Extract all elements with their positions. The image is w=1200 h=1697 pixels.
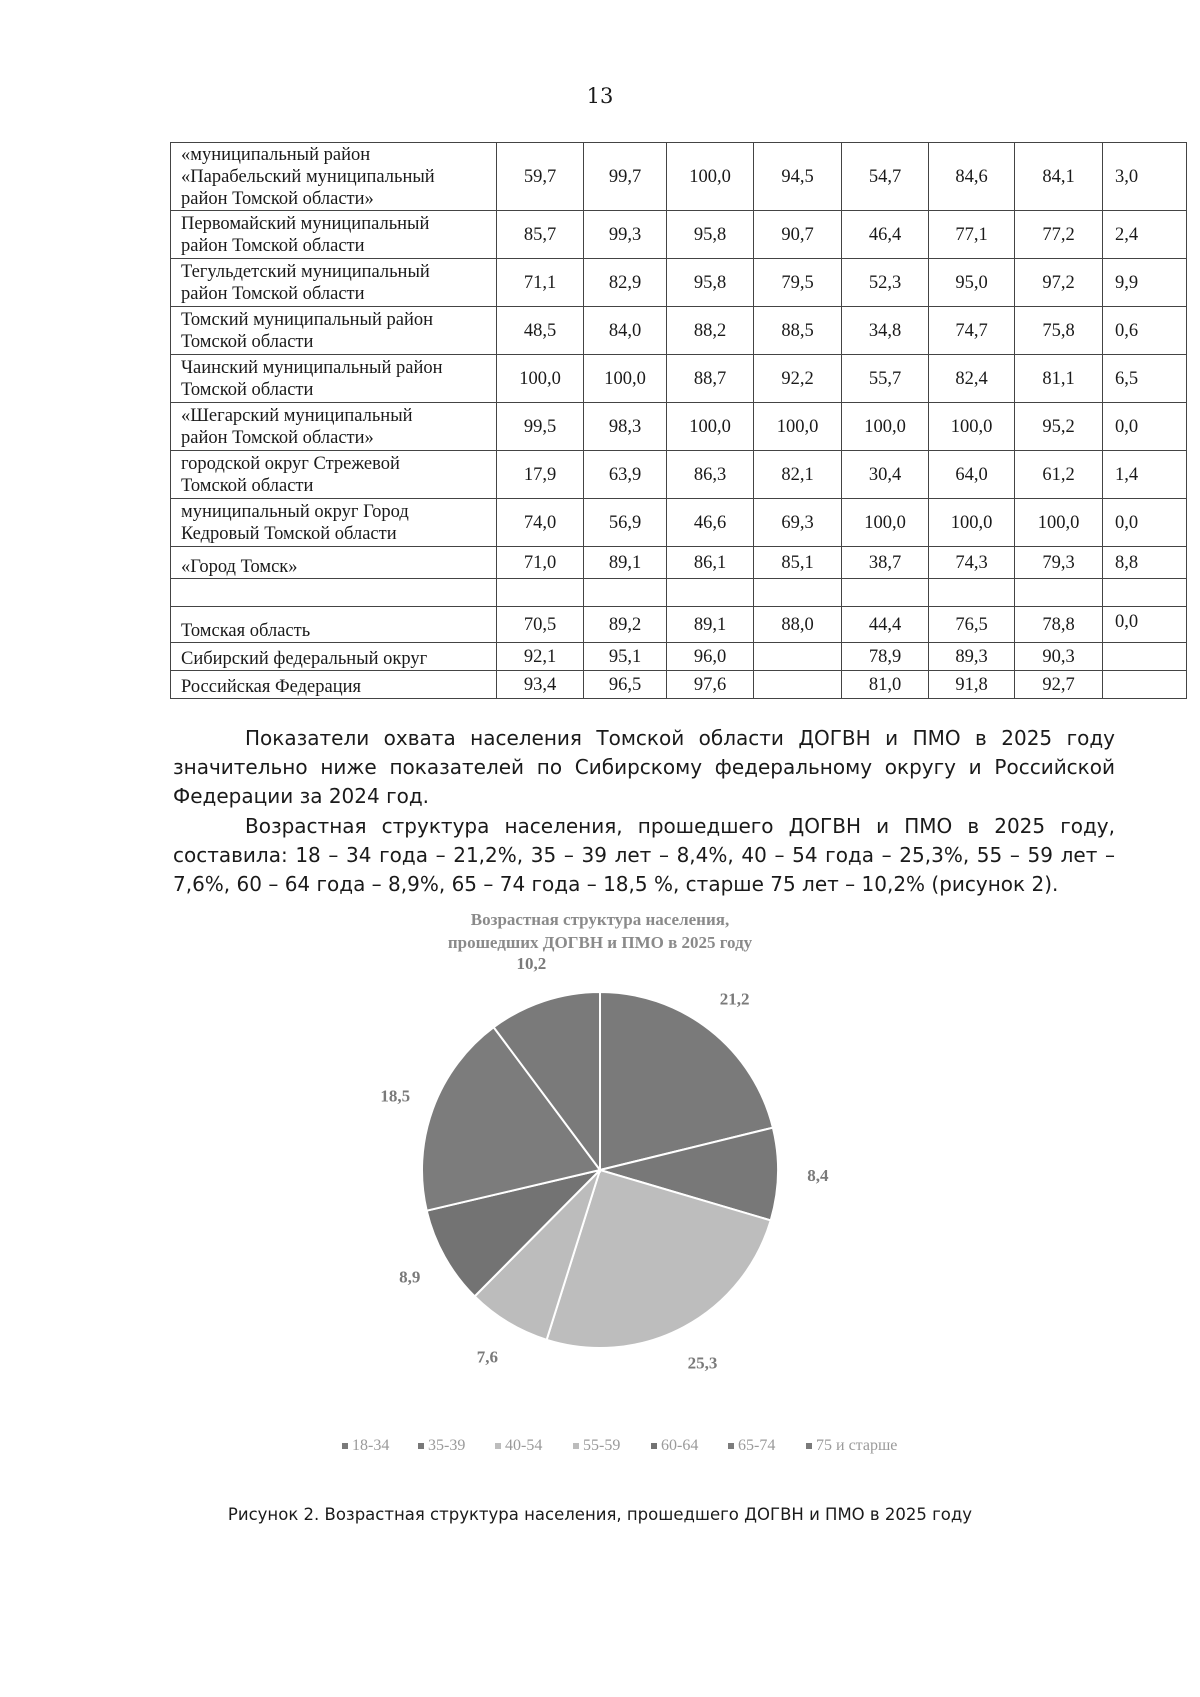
value-cell: 0,0 — [1103, 403, 1187, 451]
value-cell: 64,0 — [929, 451, 1015, 499]
value-cell: 100,0 — [754, 403, 842, 451]
region-name-line: «Шегарский муниципальный — [181, 405, 413, 426]
value-cell: 77,1 — [929, 211, 1015, 259]
value-cell: 100,0 — [842, 403, 929, 451]
value-cell: 82,4 — [929, 355, 1015, 403]
value-cell: 99,5 — [497, 403, 584, 451]
value-cell: 88,5 — [754, 307, 842, 355]
region-name-line: Томской области — [181, 379, 314, 400]
value-cell: 100,0 — [842, 499, 929, 547]
value-cell: 99,3 — [584, 211, 667, 259]
region-name-line: Томской области — [181, 475, 314, 496]
value-cell: 0,0 — [1103, 499, 1187, 547]
value-cell: 90,3 — [1015, 643, 1103, 671]
value-cell: 88,2 — [667, 307, 754, 355]
value-cell: 95,2 — [1015, 403, 1103, 451]
value-cell: 8,8 — [1103, 547, 1187, 579]
legend-swatch — [573, 1443, 579, 1449]
value-cell: 97,2 — [1015, 259, 1103, 307]
value-cell: 30,4 — [842, 451, 929, 499]
value-cell: 3,0 — [1103, 143, 1187, 211]
chart-title-line: прошедших ДОГВН и ПМО в 2025 году — [447, 933, 753, 952]
legend-swatch — [495, 1443, 501, 1449]
value-cell: 100,0 — [1015, 499, 1103, 547]
value-cell: 77,2 — [1015, 211, 1103, 259]
pie-data-label: 7,6 — [476, 1347, 499, 1367]
value-cell: 95,8 — [667, 259, 754, 307]
value-cell: 93,4 — [497, 671, 584, 699]
value-cell: 9,9 — [1103, 259, 1187, 307]
legend-swatch — [651, 1443, 657, 1449]
legend-swatch — [342, 1443, 348, 1449]
value-cell: 6,5 — [1103, 355, 1187, 403]
region-name-line: район Томской области» — [181, 427, 374, 448]
value-cell: 56,9 — [584, 499, 667, 547]
value-cell: 74,7 — [929, 307, 1015, 355]
value-cell: 92,2 — [754, 355, 842, 403]
region-name-line: район Томской области — [181, 235, 365, 256]
value-cell: 95,1 — [584, 643, 667, 671]
value-cell: 74,3 — [929, 547, 1015, 579]
value-cell: 74,0 — [497, 499, 584, 547]
region-name-line: «Город Томск» — [181, 557, 298, 577]
value-cell: 70,5 — [497, 607, 584, 643]
legend-label: 75 и старше — [816, 1437, 898, 1454]
region-name-line: муниципальный округ Город — [181, 501, 409, 522]
value-cell: 91,8 — [929, 671, 1015, 699]
value-cell: 48,5 — [497, 307, 584, 355]
value-cell: 52,3 — [842, 259, 929, 307]
value-cell: 84,0 — [584, 307, 667, 355]
legend-label: 18-34 — [352, 1437, 390, 1454]
value-cell: 100,0 — [584, 355, 667, 403]
value-cell: 71,1 — [497, 259, 584, 307]
legend-label: 60-64 — [661, 1437, 699, 1454]
value-cell: 79,5 — [754, 259, 842, 307]
value-cell: 76,5 — [929, 607, 1015, 643]
value-cell: 89,3 — [929, 643, 1015, 671]
region-name-line: Сибирский федеральный округ — [181, 649, 428, 669]
pie-slices — [422, 989, 778, 1348]
value-cell: 95,8 — [667, 211, 754, 259]
value-cell: 100,0 — [667, 403, 754, 451]
value-cell: 100,0 — [929, 499, 1015, 547]
region-name-line: район Томской области — [181, 283, 365, 304]
value-cell: 100,0 — [929, 403, 1015, 451]
value-cell: 92,1 — [497, 643, 584, 671]
value-cell: 96,0 — [667, 643, 754, 671]
page-number: 13 — [586, 84, 614, 108]
region-name-line: Тегульдетский муниципальный — [181, 261, 430, 282]
region-name-line: Российская Федерация — [181, 677, 362, 697]
value-cell: 86,1 — [667, 547, 754, 579]
value-cell: 34,8 — [842, 307, 929, 355]
value-cell: 0,6 — [1103, 307, 1187, 355]
legend-swatch — [418, 1443, 424, 1449]
value-cell: 85,1 — [754, 547, 842, 579]
region-name-line: городской округ Стрежевой — [181, 453, 400, 474]
value-cell: 2,4 — [1103, 211, 1187, 259]
chart-title — [448, 910, 753, 952]
value-cell: 89,1 — [667, 607, 754, 643]
value-cell: 17,9 — [497, 451, 584, 499]
value-cell: 86,3 — [667, 451, 754, 499]
value-cell: 61,2 — [1015, 451, 1103, 499]
pie-data-label: 8,4 — [807, 1166, 829, 1186]
value-cell: 75,8 — [1015, 307, 1103, 355]
value-cell: 88,7 — [667, 355, 754, 403]
value-cell: 96,5 — [584, 671, 667, 699]
pie-data-label: 25,3 — [687, 1353, 718, 1373]
value-cell: 78,8 — [1015, 607, 1103, 643]
value-cell: 63,9 — [584, 451, 667, 499]
value-cell: 100,0 — [497, 355, 584, 403]
legend-label: 40-54 — [505, 1437, 543, 1454]
region-name-line: Кедровый Томской области — [181, 523, 397, 544]
value-cell: 89,2 — [584, 607, 667, 643]
figure-caption: Рисунок 2. Возрастная структура населения, прошедшего ДОГВН и ПМО в 2025 году — [227, 1505, 973, 1524]
legend-swatch — [806, 1443, 812, 1449]
value-cell: 92,7 — [1015, 671, 1103, 699]
pie-data-label: 10,2 — [516, 954, 547, 974]
value-cell: 100,0 — [667, 143, 754, 211]
value-cell: 88,0 — [754, 607, 842, 643]
value-cell: 71,0 — [497, 547, 584, 579]
region-name-line: Чаинский муниципальный район — [181, 357, 443, 378]
value-cell: 81,0 — [842, 671, 929, 699]
value-cell: 0,0 — [1103, 607, 1187, 643]
value-cell: 82,1 — [754, 451, 842, 499]
value-cell: 54,7 — [842, 143, 929, 211]
paragraph-coverage: Показатели охвата населения Томской области ДОГВН и ПМО в 2025 году значительно ниже показателей по Сибирскому федеральному округу и Российской Федерации за 2024 год. — [173, 726, 1115, 808]
chart-legend — [342, 1437, 897, 1454]
value-cell: 95,0 — [929, 259, 1015, 307]
value-cell: 44,4 — [842, 607, 929, 643]
value-cell: 1,4 — [1103, 451, 1187, 499]
legend-label: 55-59 — [583, 1437, 621, 1454]
pie-data-label: 21,2 — [719, 989, 750, 1009]
region-name-line: «муниципальный район — [181, 144, 371, 165]
value-cell: 78,9 — [842, 643, 929, 671]
pie-data-label: 18,5 — [380, 1086, 411, 1106]
value-cell: 84,1 — [1015, 143, 1103, 211]
value-cell: 59,7 — [497, 143, 584, 211]
value-cell: 79,3 — [1015, 547, 1103, 579]
region-name-line: Томский муниципальный район — [181, 309, 434, 330]
value-cell: 89,1 — [584, 547, 667, 579]
chart-title-line: Возрастная структура населения, — [470, 910, 730, 929]
region-name-line: Томской области — [181, 331, 314, 352]
legend-label: 65-74 — [738, 1437, 776, 1454]
region-name-line: Первомайский муниципальный — [181, 213, 430, 234]
value-cell: 99,7 — [584, 143, 667, 211]
value-cell: 84,6 — [929, 143, 1015, 211]
value-cell: 98,3 — [584, 403, 667, 451]
paragraph-age-structure: Возрастная структура населения, прошедшего ДОГВН и ПМО в 2025 году, составила: 18 – 34 года – 21,2%, 35 – 39 лет – 8,4%, 40 – 54 года – 25,3%, 55 – 59 лет – 7,6%, 60 – 64 года – 8,9%, 65 – 74 года – 18,5 %, старше 75 лет – 10,2% (рисунок 2). — [173, 814, 1115, 896]
value-cell: 94,5 — [754, 143, 842, 211]
value-cell: 69,3 — [754, 499, 842, 547]
value-cell: 97,6 — [667, 671, 754, 699]
value-cell: 46,6 — [667, 499, 754, 547]
pie-data-label: 8,9 — [399, 1267, 421, 1287]
value-cell: 46,4 — [842, 211, 929, 259]
legend-label: 35-39 — [428, 1437, 466, 1454]
region-name-line: Томская область — [181, 621, 311, 641]
value-cell: 38,7 — [842, 547, 929, 579]
region-name-line: «Парабельский муниципальный — [181, 166, 435, 187]
value-cell: 81,1 — [1015, 355, 1103, 403]
value-cell: 55,7 — [842, 355, 929, 403]
value-cell: 82,9 — [584, 259, 667, 307]
value-cell: 85,7 — [497, 211, 584, 259]
value-cell: 90,7 — [754, 211, 842, 259]
legend-swatch — [728, 1443, 734, 1449]
region-name-line: район Томской области» — [181, 188, 374, 209]
